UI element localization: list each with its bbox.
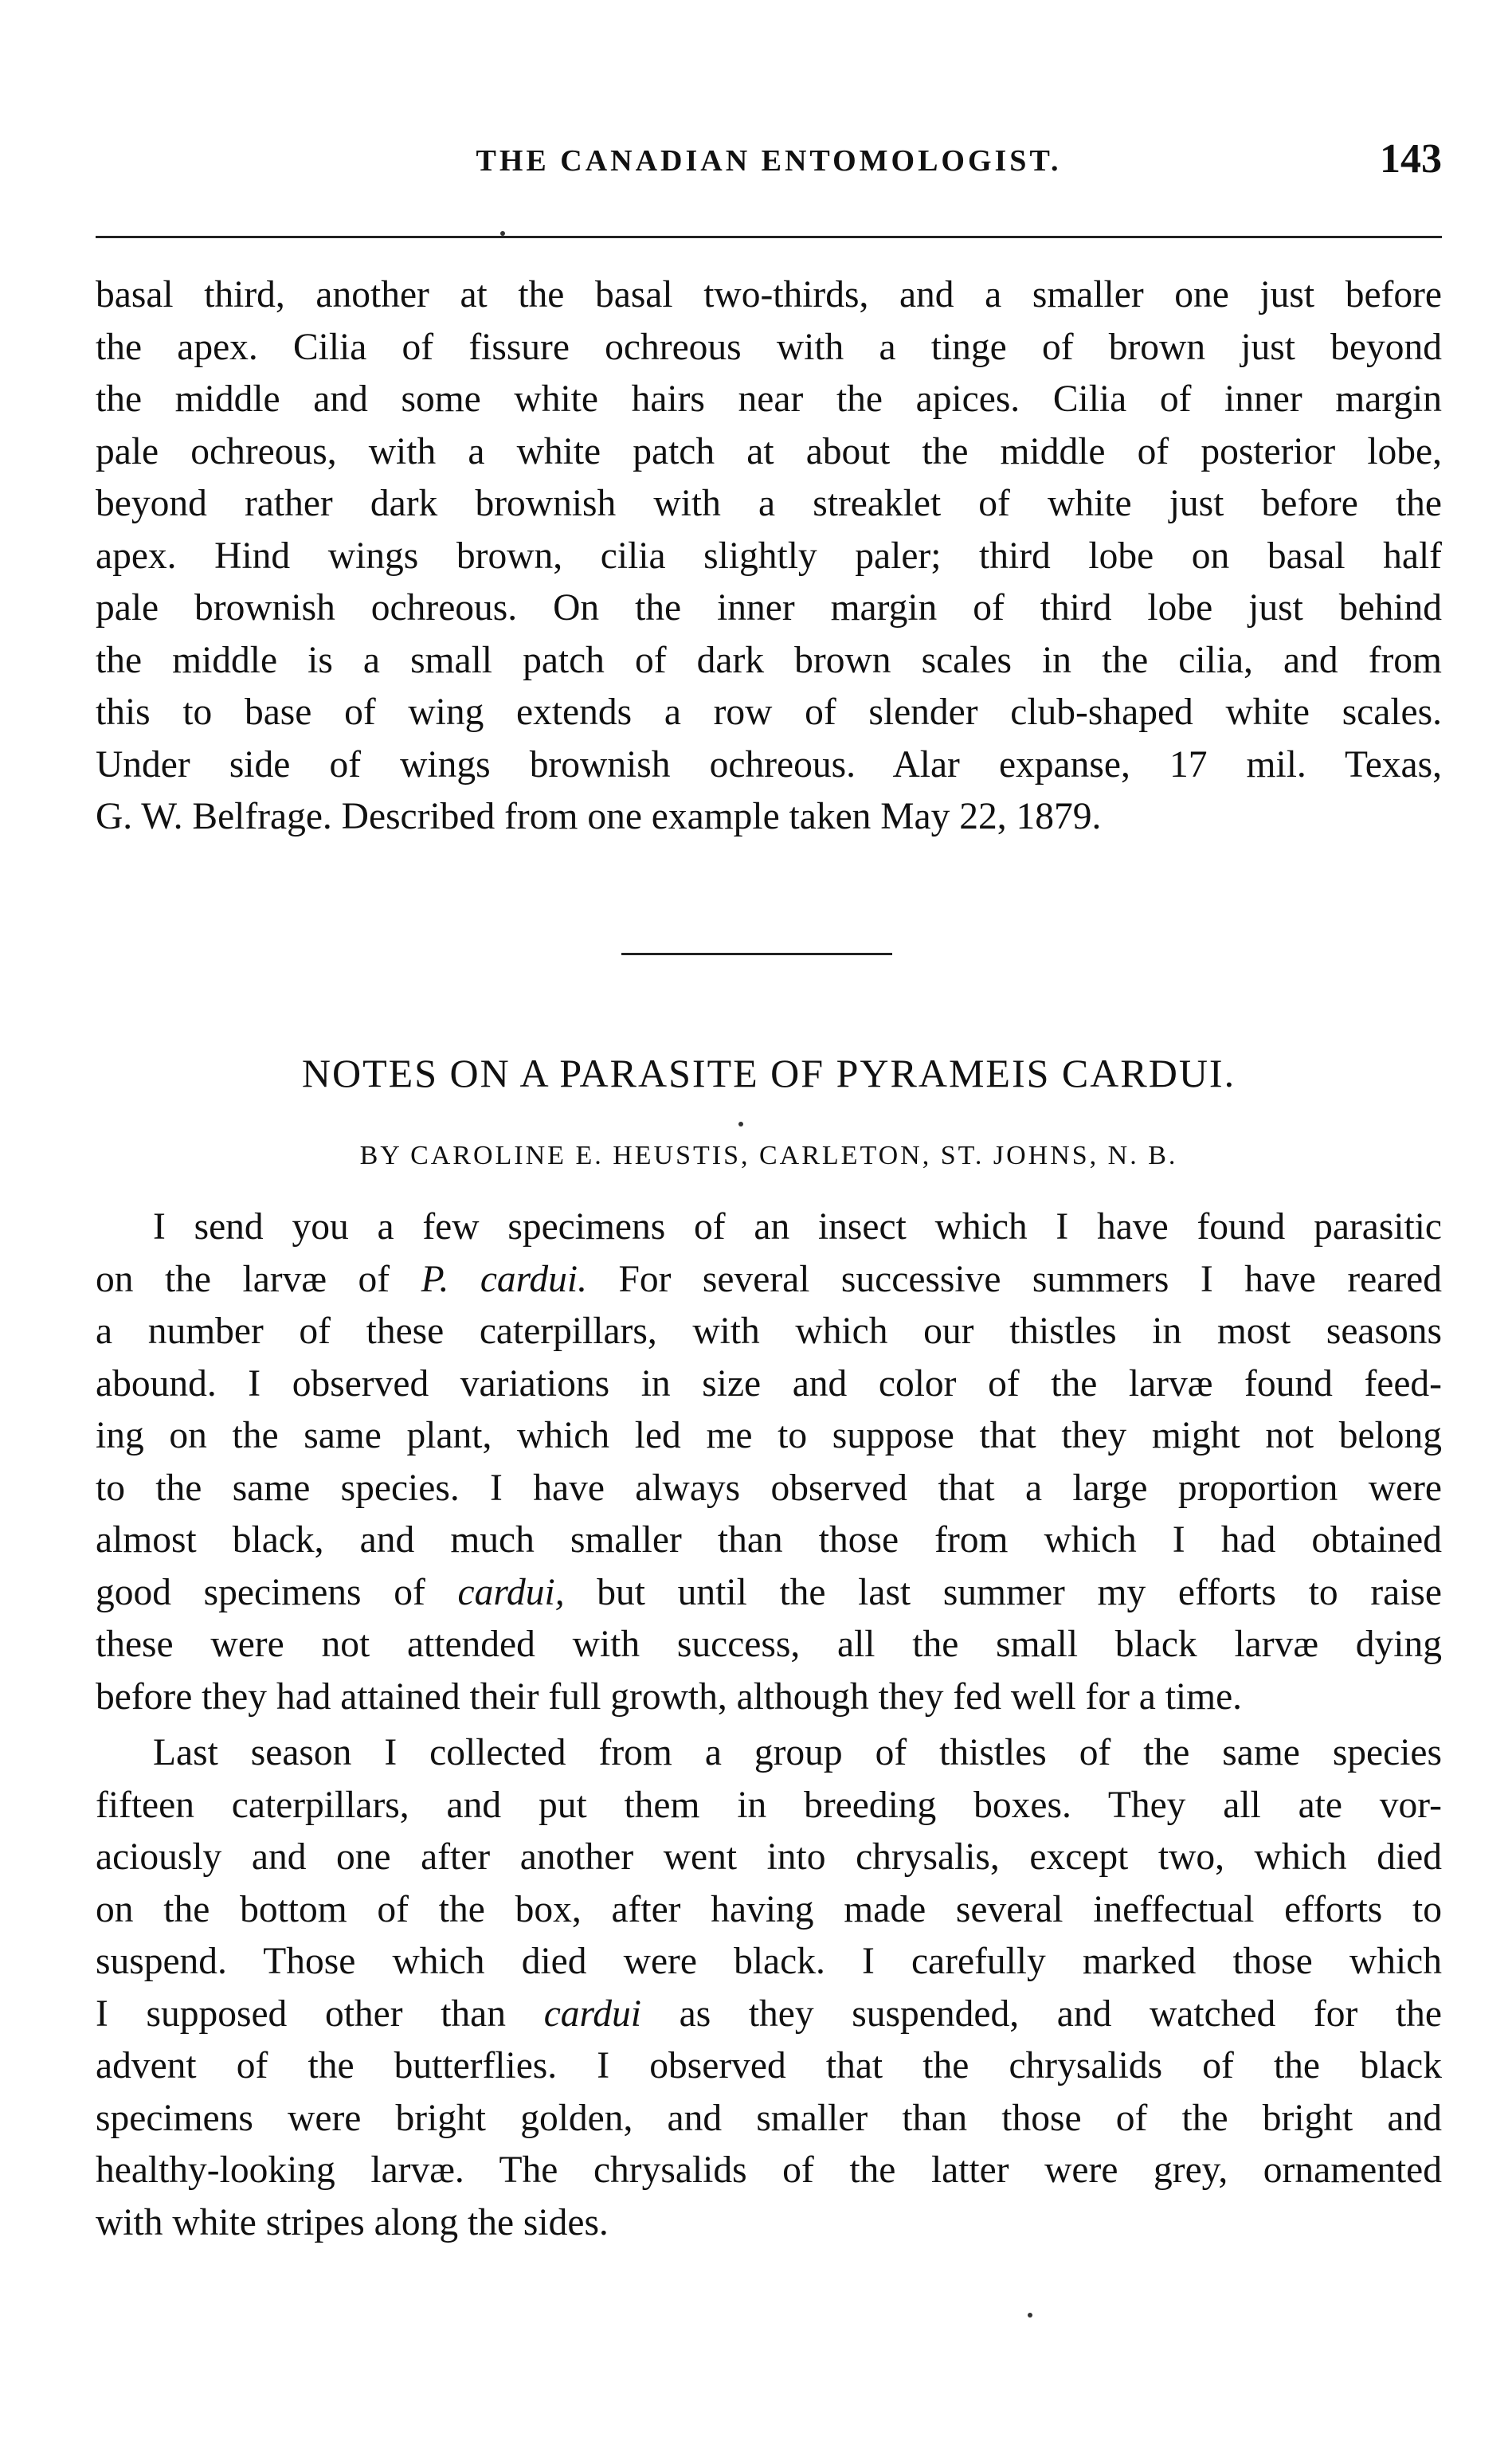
article-paragraph-2 [96, 1727, 1442, 2249]
text-line: basal third, another at the basal two-thirds, and a smaller one just before [96, 274, 1442, 315]
text-line: healthy-looking larvæ. The chrysalids of the latter were grey, ornamented [96, 2149, 1442, 2191]
text-run: but until the last summer my efforts to raise [564, 1571, 1442, 1613]
text-line [96, 1567, 1442, 1620]
text-line: almost black, and much smaller than those from which I had obtained [96, 1519, 1442, 1561]
byline-dot [738, 1122, 743, 1126]
text-line: I send you a few specimens of an insect which I have found parasitic [153, 1206, 1442, 1248]
text-line: suspend. Those which died were black. I carefully marked those which [96, 1941, 1442, 1982]
header-rule [96, 236, 1442, 238]
text-line: apex. Hind wings brown, cilia slightly paler; third lobe on basal half [96, 535, 1442, 577]
text-line: on the bottom of the box, after having made several ineffectual efforts to [96, 1888, 1442, 1930]
running-head [96, 120, 1442, 183]
text-run: good specimens of [96, 1571, 458, 1613]
text-line: aciously and one after another went into chrysalis, except two, which died [96, 1836, 1442, 1878]
text-line: beyond rather dark brownish with a streaklet of white just before the [96, 483, 1442, 524]
text-line: this to base of wing extends a row of slender club-shaped white scales. [96, 692, 1442, 733]
text-line: a number of these caterpillars, with which our thistles in most seasons [96, 1311, 1442, 1352]
text-line: Last season I collected from a group of thistles of the same species [153, 1732, 1442, 1773]
species-name-italic: P. cardui. [421, 1258, 587, 1300]
text-line: the middle and some white hairs near the apices. Cilia of inner margin [96, 378, 1442, 420]
text-line: ing on the same plant, which led me to suppose that they might not belong [96, 1415, 1442, 1456]
text-line: pale ochreous, with a white patch at about the middle of posterior lobe, [96, 430, 1442, 472]
text-line: advent of the butterflies. I observed that the chrysalids of the black [96, 2045, 1442, 2086]
species-name-italic: cardui, [457, 1571, 565, 1613]
text-line: pale brownish ochreous. On the inner margin of third lobe just behind [96, 587, 1442, 629]
text-run: on the larvæ of [96, 1258, 421, 1300]
article-paragraph-1 [96, 1201, 1442, 1723]
header-rule-dot [500, 231, 505, 236]
text-line: fifteen caterpillars, and put them in breeding boxes. They all ate vor- [96, 1784, 1442, 1826]
species-name-italic: cardui [543, 1992, 641, 2035]
text-line: to the same species. I have always observed that a large proportion were [96, 1467, 1442, 1509]
stray-print-dot [1028, 2313, 1032, 2318]
text-line: the apex. Cilia of fissure ochreous with a tinge of brown just beyond [96, 326, 1442, 368]
text-line [96, 1988, 1442, 2041]
article-title: NOTES ON A PARASITE OF PYRAMEIS CARDUI. [301, 1051, 1236, 1095]
text-line: with white stripes along the sides. [96, 2201, 609, 2243]
section-divider [621, 953, 892, 955]
text-run: I supposed other than [96, 1992, 544, 2035]
text-line: specimens were bright golden, and smaller than those of the bright and [96, 2097, 1442, 2139]
text-line: the middle is a small patch of dark brown scales in the cilia, and from [96, 639, 1442, 681]
text-line: G. W. Belfrage. Described from one example taken May 22, 1879. [96, 796, 1102, 837]
text-line [96, 1254, 1442, 1307]
journal-title: THE CANADIAN ENTOMOLOGIST. [476, 144, 1062, 178]
text-run: as they suspended, and watched for the [640, 1992, 1443, 2035]
text-line: these were not attended with success, all the small black larvæ dying [96, 1624, 1442, 1665]
text-line: abound. I observed variations in size and color of the larvæ found feed- [96, 1362, 1442, 1405]
text-line: before they had attained their full growth, although they fed well for a time. [96, 1675, 1243, 1718]
text-line: Under side of wings brownish ochreous. Alar expanse, 17 mil. Texas, [96, 743, 1442, 786]
text-run: For several successive summers I have reared [586, 1258, 1442, 1300]
article-byline: BY CAROLINE E. HEUSTIS, CARLETON, ST. JOHNS, N. B. [359, 1141, 1178, 1170]
description-paragraph [96, 269, 1442, 844]
page-number: 143 [1380, 136, 1442, 182]
